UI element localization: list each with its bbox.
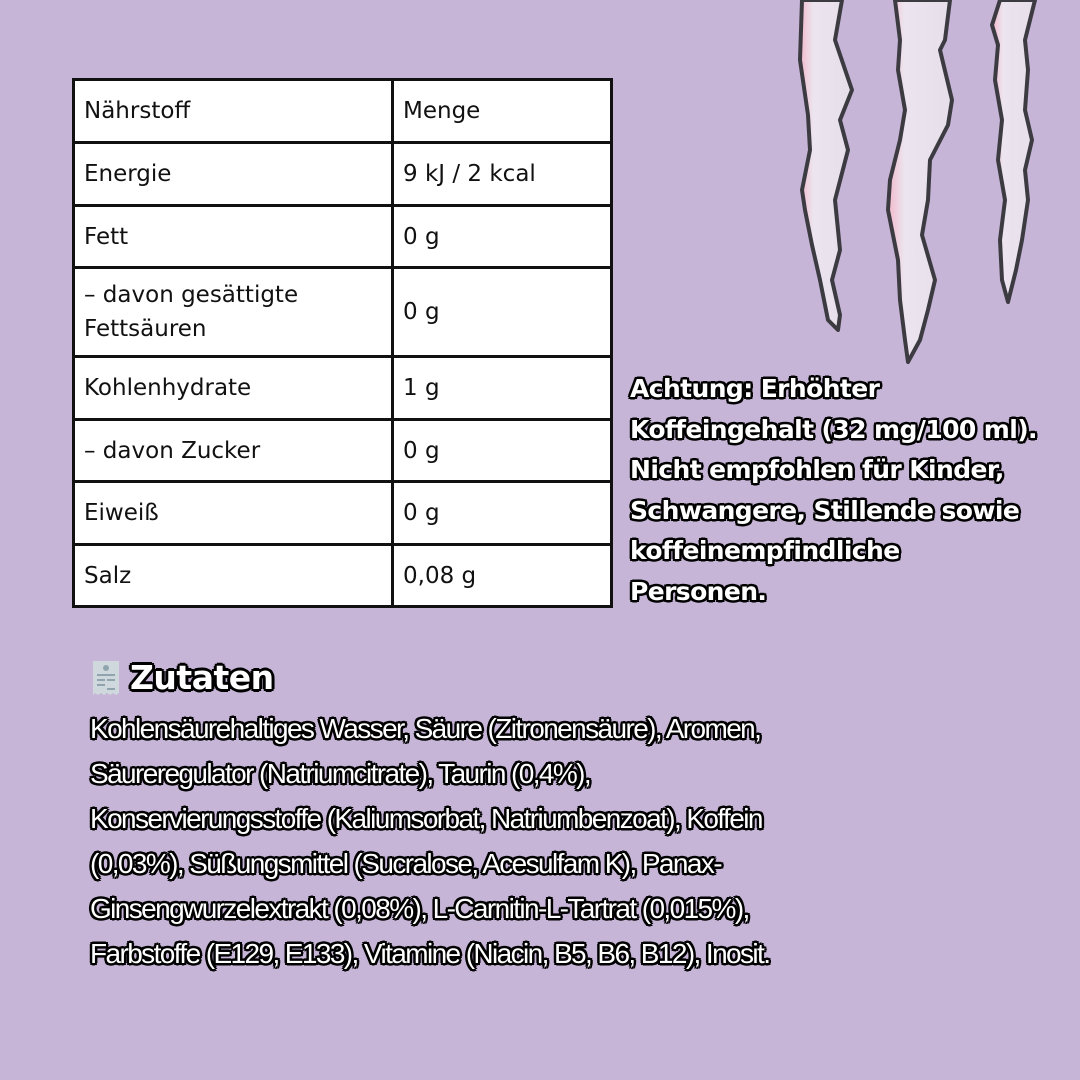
ingredients-title: Zutaten xyxy=(130,658,274,697)
ingredients-line: Ginsengwurzelextrakt (0,08%), L-Carnitin-L-Tartrat (0,015%), xyxy=(90,893,749,924)
table-row xyxy=(74,268,612,357)
nutrient-name: Eiweiß xyxy=(74,482,393,545)
ingredients-line: Kohlensäurehaltiges Wasser, Säure (Zitronensäure), Aromen, xyxy=(90,713,761,744)
ingredients-list xyxy=(90,706,1050,976)
warning-line: Achtung: Erhöhter xyxy=(630,374,880,403)
ingredients-heading xyxy=(90,658,274,697)
nutrient-amount: 0 g xyxy=(393,420,612,482)
table-row xyxy=(74,482,612,545)
table-row xyxy=(74,357,612,420)
nutrient-name: – davon Zucker xyxy=(74,420,393,482)
ingredients-line: Konservierungsstoffe (Kaliumsorbat, Natriumbenzoat), Koffein xyxy=(90,803,762,834)
warning-line: Nicht empfohlen für Kinder, xyxy=(630,455,1004,484)
header-amount: Menge xyxy=(393,80,612,143)
warning-line: Koffeingehalt (32 mg/100 ml). xyxy=(630,414,1037,444)
table-row xyxy=(74,206,612,268)
nutrient-name: – davon gesättigte Fettsäuren xyxy=(74,268,393,357)
warning-line: koffeinempfindliche xyxy=(630,536,900,565)
nutrient-amount: 1 g xyxy=(393,357,612,420)
nutrient-amount: 0,08 g xyxy=(393,545,612,607)
nutrient-amount: 0 g xyxy=(393,206,612,268)
claw-right-icon xyxy=(992,0,1035,302)
nutrient-name: Salz xyxy=(74,545,393,607)
claw-left-icon xyxy=(800,0,852,330)
warning-line: Personen. xyxy=(630,576,767,606)
nutrient-name: Energie xyxy=(74,143,393,206)
claw-marks-logo xyxy=(780,0,1080,370)
claw-middle-icon xyxy=(888,0,952,362)
caffeine-warning xyxy=(630,369,1070,612)
nutrient-name: Kohlenhydrate xyxy=(74,357,393,420)
ingredients-line: (0,03%), Süßungsmittel (Sucralose, Acesulfam K), Panax- xyxy=(90,848,721,879)
table-row xyxy=(74,143,612,206)
ingredients-line: Farbstoffe (E129, E133), Vitamine (Niacin, B5, B6, B12), Inosit. xyxy=(90,938,770,969)
warning-line: Schwangere, Stillende sowie xyxy=(630,495,1020,525)
ingredients-line: Säureregulator (Natriumcitrate), Taurin (0,4%), xyxy=(90,758,591,789)
header-nutrient: Nährstoff xyxy=(74,80,393,143)
nutrition-table xyxy=(72,78,613,608)
table-row xyxy=(74,545,612,607)
nutrient-amount: 0 g xyxy=(393,268,612,357)
nutrient-amount: 0 g xyxy=(393,482,612,545)
nutrient-amount: 9 kJ / 2 kcal xyxy=(393,143,612,206)
document-icon xyxy=(90,660,122,696)
table-header-row xyxy=(74,80,612,143)
nutrient-name: Fett xyxy=(74,206,393,268)
table-row xyxy=(74,420,612,482)
